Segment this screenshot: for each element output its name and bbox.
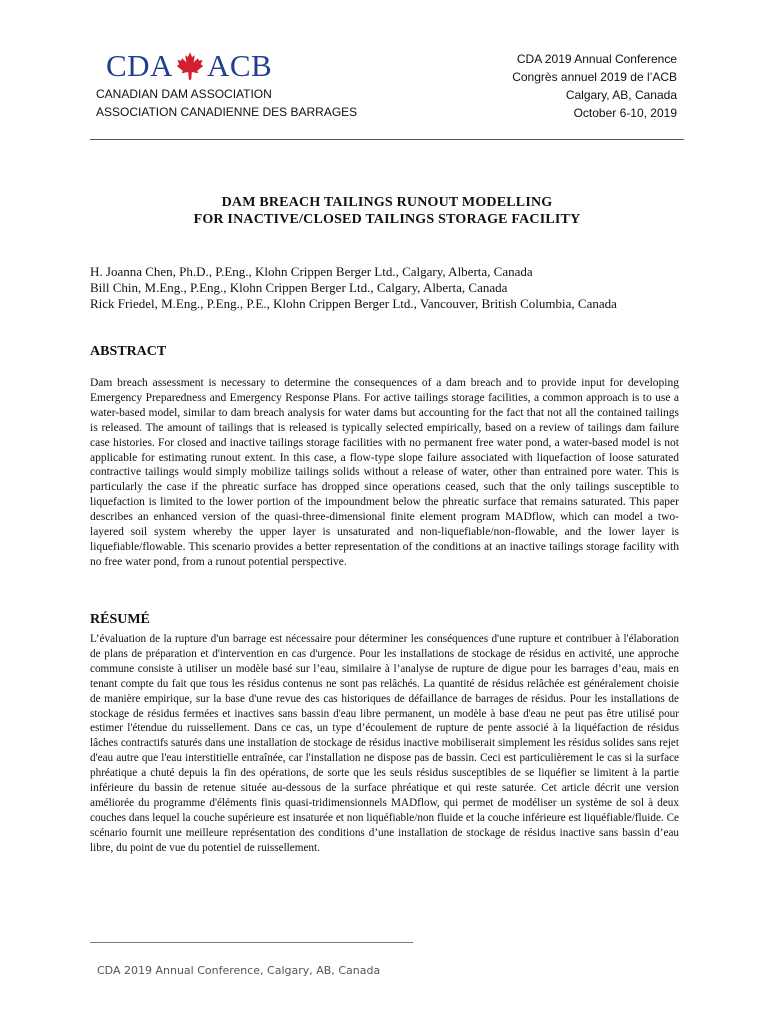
- abstract-heading: ABSTRACT: [90, 344, 167, 359]
- header-divider: [90, 139, 684, 140]
- conference-name-fr: Congrès annuel 2019 de l’ACB: [512, 70, 677, 84]
- cda-acb-logo: [106, 50, 272, 82]
- author-1: H. Joanna Chen, Ph.D., P.Eng., Klohn Crippen Berger Ltd., Calgary, Alberta, Canada: [90, 264, 533, 279]
- association-name-fr: ASSOCIATION CANADIENNE DES BARRAGES: [96, 105, 358, 119]
- paper-title-line-1: DAM BREACH TAILINGS RUNOUT MODELLING: [221, 195, 553, 210]
- paper-title-line-2: FOR INACTIVE/CLOSED TAILINGS STORAGE FACILITY: [193, 212, 581, 227]
- footer-divider: [90, 942, 413, 943]
- page-footer: CDA 2019 Annual Conference, Calgary, AB, Canada: [97, 964, 381, 977]
- author-2: Bill Chin, M.Eng., P.Eng., Klohn Crippen Berger Ltd., Calgary, Alberta, Canada: [90, 280, 508, 295]
- resume-heading: RÉSUMÉ: [90, 612, 150, 627]
- maple-leaf-icon: [175, 51, 205, 81]
- conference-name-en: CDA 2019 Annual Conference: [516, 52, 677, 66]
- association-name-en: CANADIAN DAM ASSOCIATION: [96, 87, 272, 101]
- abstract-text: Dam breach assessment is necessary to determine the consequences of a dam breach and to provide input for developing Emergency Preparedness and Emergency Response Plans. For active tailings storage facilities, a common approach is to use a water-based model, similar to dam breach analysis for water dams but accounting for the fact that not all the contained tailings is released. The amount of tailings that is released is typically selected empirically, based on a review of tailings dam failure case histories. For closed and inactive tailings storage facilities with no permanent free water pond, a water-based model is not applicable for estimating runout extent. In this case, a flow-type slope failure associated with liquefaction of loose saturated contractive tailings would simply mobilize tailings solids without a release of water, other than entrained pore water. This is particularly the case if the phreatic surface has dropped since operations ceased, such that the only tailings susceptible to liquefaction is limited to the lower portion of the impoundment below the phreatic surface that remains saturated. This paper describes an enhanced version of the quasi-three-dimensional finite element program MADflow, which can model a two-layered soil system whereby the upper layer is unsaturated and non-liquefiable/non-flowable, and the lower layer is liquefiable/flowable. This scenario provides a better representation of the conditions at an inactive tailings storage facility with no free water pond, from a runout potential perspective.: [90, 377, 679, 568]
- resume-text: L’évaluation de la rupture d'un barrage est nécessaire pour déterminer les conséquences d'une rupture et contribuer à l'élaboration de plans de préparation et d'intervention en cas d'urgence. Pour les installations de stockage de résidus en activité, une approche commune consiste à utiliser un modèle basé sur l’eau, similaire à l’analyse de rupture de digue pour les barrages d’eau, mais en tenant compte du fait que tous les résidus contenus ne sont pas relâchés. La quantité de résidus relâchée est généralement choisie de manière empirique, sur la base d'une revue des cas historiques de défaillance de barrages de résidus. Pour les installations de stockage de résidus fermées et inactives sans bassin d'eau libre permanent, un modèle à base d'eau ne peut pas être utilisé pour estimer l'étendue du ruissellement. Dans ce cas, un type d’écoulement de rupture de pente associé à la liquéfaction de résidus lâches contractifs saturés dans une installation de stockage de résidus inactive mobiliserait simplement les résidus solides sans rejet d'eau autre que l'eau interstitielle entraînée, car l'installation ne dispose pas de bassin. Ceci est particulièrement le cas si la surface phréatique a chuté depuis la fin des opérations, de sorte que les seuls résidus susceptibles de se liquéfier se limitent à la partie inférieure du bassin de retenue située au-dessous de la surface phréatique et qui reste saturée. Cet article décrit une version améliorée du programme d'éléments finis quasi-tridimensionnels MADflow, qui permet de modéliser un système de sol à deux couches dans lequel la couche supérieure est insaturée et non liquéfiable/non fluide et la couche inférieure est liquéfiable/fluide. Ce scénario fournit une meilleure représentation des conditions d’une installation de stockage de résidus inactive sans bassin d’eau libre, du point de vue du potentiel de ruissellement.: [90, 633, 679, 854]
- logo-acb-text: ACB: [206, 48, 273, 83]
- author-3: Rick Friedel, M.Eng., P.Eng., P.E., Klohn Crippen Berger Ltd., Vancouver, British Columbia, Canada: [90, 296, 617, 311]
- logo-cda-text: CDA: [106, 48, 173, 83]
- conference-dates: October 6-10, 2019: [573, 106, 677, 120]
- conference-location: Calgary, AB, Canada: [565, 88, 677, 102]
